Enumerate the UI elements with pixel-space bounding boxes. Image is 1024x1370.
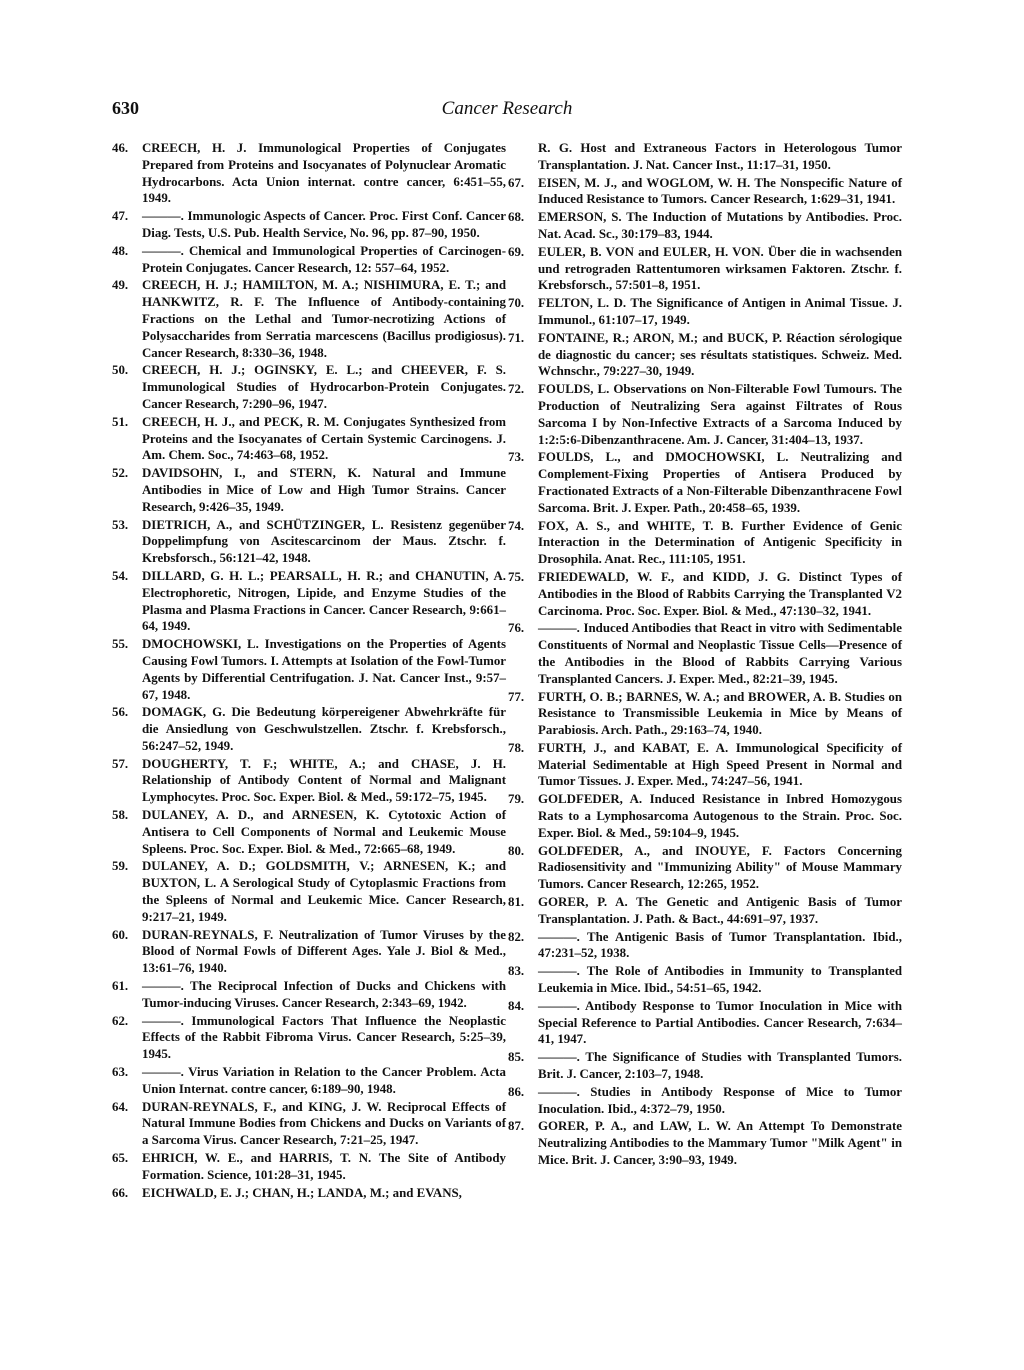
reference-item [112,978,506,1012]
reference-number: 76. [508,621,525,636]
reference-text: ———. Induced Antibodies that React in vitro with Sedimentable Constituents of Normal and Neoplastic Tissue Cells—Presence of the Antibodies in the Blood of Rabbits Carrying Various Transplanted Cancers. J. Exper. Med., 82:21–39, 1945. [538,621,902,686]
reference-number: 60. [112,927,129,942]
reference-number: 86. [508,1084,525,1099]
reference-item [508,689,902,739]
reference-text: GOLDFEDER, A. Induced Resistance in Inbred Homozygous Rats to a Lymphosarcoma Autogenous to the Strain. Proc. Soc. Exper. Biol. & Med., 59:104–9, 1945. [538,792,902,840]
reference-text: EULER, B. VON and EULER, H. VON. Über die in wachsenden und retrograden Rattentumoren wirksamen Faktoren. Ztschr. f. Krebsforsch., 57:501–8, 1951. [538,244,902,293]
reference-number: 74. [508,518,525,533]
reference-text: FOULDS, L. Observations on Non-Filterable Fowl Tumours. The Production of Neutralizing Sera against Filtrates of Rous Sarcoma I by Non-Infective Extracts of a Sarcoma Induced by 1:2:5:6-Dibenzanthracene. Am. J. Cancer, 31:404–13, 1937. [538,382,902,447]
reference-number: 72. [508,382,525,397]
reference-text: FOX, A. S., and WHITE, T. B. Further Evidence of Genic Interaction in the Determination of Antigenic Specificity in Drosophila. Anat. Rec., 111:105, 1951. [538,518,902,567]
reference-number: 58. [112,808,129,823]
reference-item [112,517,506,567]
reference-number: 56. [112,705,129,720]
reference-item [112,465,506,515]
reference-item [508,843,902,893]
reference-item [508,620,902,687]
reference-number: 57. [112,756,129,771]
reference-text: FELTON, L. D. The Significance of Antigen in Animal Tissue. J. Immunol., 61:107–17, 1949. [538,296,902,327]
reference-item [112,807,506,857]
reference-text: GORER, P. A., and LAW, L. W. An Attempt To Demonstrate Neutralizing Antibodies to the Mammary Tumor "Milk Agent" in Mice. Brit. J. Cancer, 3:90–93, 1949. [538,1119,902,1168]
reference-item [112,1064,506,1098]
left-column-references [112,140,506,1202]
reference-item [508,894,902,928]
reference-number: 65. [112,1151,129,1166]
reference-item [508,791,902,841]
reference-number: 83. [508,964,525,979]
reference-text: GORER, P. A. The Genetic and Antigenic Basis of Tumor Transplantation. J. Path. & Bact., 44:691–97, 1937. [538,895,902,926]
reference-number: 52. [112,466,129,481]
reference-text: ———. Chemical and Immunological Properties of Carcinogen-Protein Conjugates. Cancer Research, 12: 557–64, 1952. [142,243,506,275]
reference-item [112,858,506,925]
reference-number: 80. [508,843,525,858]
reference-number: 48. [112,243,129,258]
reference-text: ———. Immunologic Aspects of Cancer. Proc. First Conf. Cancer Diag. Tests, U.S. Pub. Health Service, No. 96, pp. 87–90, 1950. [142,209,506,240]
reference-text: FURTH, J., and KABAT, E. A. Immunological Specificity of Material Sedimentable at High Speed Present in Normal and Tumor Tissues. J. Exper. Med., 74:247–56, 1941. [538,740,902,789]
reference-item [508,1049,902,1083]
reference-text: CREECH, H. J.; HAMILTON, M. A.; NISHIMURA, E. T.; and HANKWITZ, R. F. The Influence of Antibody-containing Fractions on the Lethal and Tumor-necrotizing Actions of Polysaccharides from Serratia marcescens (Bacillus prodigiosus). Cancer Research, 8:330–36, 1948. [142,278,506,360]
reference-item [508,381,902,448]
reference-item [508,449,902,516]
reference-number: 64. [112,1099,129,1114]
reference-item [508,963,902,997]
reference-number: 63. [112,1065,129,1080]
reference-item [112,704,506,754]
reference-number: 82. [508,929,525,944]
reference-number: 73. [508,450,525,465]
reference-text: GOLDFEDER, A., and INOUYE, F. Factors Concerning Radiosensitivity and "Immunizing Ability" of Mouse Mammary Tumors. Cancer Research, 12:265, 1952. [538,843,902,892]
reference-item [508,209,902,243]
reference-number: 78. [508,740,525,755]
reference-number: 54. [112,568,129,583]
reference-number: 61. [112,979,129,994]
reference-text: DIETRICH, A., and SCHÜTZINGER, L. Resistenz gegenüber Doppelimpfung von Ascitescarcinom der Maus. Ztschr. f. Krebsforsch., 56:121–42, 1948. [142,517,506,566]
reference-item [508,518,902,568]
reference-item [112,140,506,207]
reference-number: 84. [508,998,525,1013]
reference-text: EICHWALD, E. J.; CHAN, H.; LANDA, M.; and EVANS, [142,1185,462,1200]
reference-text: DULANEY, A. D., and ARNESEN, K. Cytotoxic Action of Antisera to Cell Components of Normal and Leukemic Mouse Spleens. Proc. Soc. Exper. Biol. & Med., 72:665–68, 1949. [142,808,506,856]
reference-item [112,208,506,242]
reference-item [508,569,902,619]
reference-item [112,927,506,977]
reference-text: FONTAINE, R.; ARON, M.; and BUCK, P. Réaction sérologique de diagnostic du cancer; ses résultats statistiques. Schweiz. Med. Wchnschr., 79:227–30, 1949. [538,330,902,379]
reference-text: DURAN-REYNALS, F., and KING, J. W. Reciprocal Effects of Natural Immune Bodies from Chickens and Ducks on Variants of a Sarcoma Virus. Cancer Research, 7:21–25, 1947. [142,1099,506,1148]
reference-text: ———. The Significance of Studies with Transplanted Tumors. Brit. J. Cancer, 2:103–7, 1948. [538,1050,902,1082]
reference-number: 85. [508,1050,525,1065]
reference-text: EMERSON, S. The Induction of Mutations by Antibodies. Proc. Nat. Acad. Sc., 30:179–83, 1944. [538,210,902,241]
reference-text: ———. Virus Variation in Relation to the Cancer Problem. Acta Union Internat. contre cancer, 6:189–90, 1948. [142,1065,506,1096]
reference-item [508,295,902,329]
reference-text: ———. The Role of Antibodies in Immunity to Transplanted Leukemia in Mice. Ibid., 54:51–65, 1942. [538,964,902,996]
reference-number: 70. [508,296,525,311]
reference-text: DILLARD, G. H. L.; PEARSALL, H. R.; and CHANUTIN, A. Electrophoretic, Nitrogen, Lipide, and Enzyme Studies of the Plasma and Plasma Fractions in Cancer. Cancer Research, 9:661–64, 1949. [142,568,506,634]
reference-text: FOULDS, L., and DMOCHOWSKI, L. Neutralizing and Complement-Fixing Properties of Antisera Produced by Fractionated Extracts of a Non-Filterable Dibenzanthracene Fowl Sarcoma. Brit. J. Exper. Path., 20:458–65, 1939. [538,450,902,515]
reference-number: 75. [508,569,525,584]
reference-item [508,1084,902,1118]
reference-text: CREECH, H. J., and PECK, R. M. Conjugates Synthesized from Proteins and the Isocyanates of Certain Systemic Carcinogens. J. Am. Chem. Soc., 74:463–68, 1952. [142,414,506,463]
reference-item [508,244,902,294]
reference-number: 49. [112,278,129,293]
reference-item [112,414,506,464]
reference-item [508,740,902,790]
reference-item [112,568,506,635]
reference-item [508,929,902,963]
right-column-references [508,140,902,1170]
reference-item [112,1150,506,1184]
reference-text: CREECH, H. J.; OGINSKY, E. L.; and CHEEVER, F. S. Immunological Studies of Hydrocarbon-Protein Conjugates. Cancer Research, 7:290–96, 1947. [142,363,506,411]
reference-item [508,175,902,209]
reference-text: DURAN-REYNALS, F. Neutralization of Tumor Viruses by the Blood of Normal Fowls of Different Ages. Yale J. Biol & Med., 13:61–76, 1940. [142,927,506,976]
reference-number: 68. [508,210,525,225]
reference-text: ———. The Antigenic Basis of Tumor Transplantation. Ibid., 47:231–52, 1938. [538,929,902,961]
reference-text: DOMAGK, G. Die Bedeutung körpereigener Abwehrkräfte für die Ansiedlung von Geschwulstzellen. Ztschr. f. Krebsforsch., 56:247–52, 1949. [142,705,506,753]
reference-number: 67. [508,175,525,190]
reference-number: 46. [112,141,129,155]
reference-item [112,243,506,277]
reference-item [508,1118,902,1168]
reference-number: 50. [112,363,129,378]
reference-text: DMOCHOWSKI, L. Investigations on the Properties of Agents Causing Fowl Tumors. I. Attempts at Isolation of the Fowl-Tumor Agents by Differential Centrifugation. J. Nat. Cancer Inst., 9:57–67, 1948. [142,637,506,702]
journal-title: Cancer Research [441,98,573,119]
reference-text: DULANEY, A. D.; GOLDSMITH, V.; ARNESEN, K.; and BUXTON, L. A Serological Study of Cytoplasmic Fractions from the Spleens of Normal and Leukemic Mice. Cancer Research, 9:217–21, 1949. [142,859,506,924]
reference-number: 55. [112,637,129,652]
reference-text: ———. Immunological Factors That Influence the Neoplastic Effects of the Rabbit Fibroma Virus. Cancer Research, 5:25–39, 1945. [142,1013,506,1062]
reference-number: 69. [508,244,525,259]
reference-number: 47. [112,209,129,224]
reference-text: DOUGHERTY, T. F.; WHITE, A.; and CHASE, J. H. Relationship of Antibody Content of Normal and Malignant Lymphocytes. Proc. Soc. Exper. Biol. & Med., 59:172–75, 1945. [142,756,506,805]
reference-number: 77. [508,689,525,704]
reference-text: FRIEDEWALD, W. F., and KIDD, J. G. Distinct Types of Antibodies in the Blood of Rabbits Carrying the Transplanted V2 Carcinoma. Proc. Soc. Exper. Biol. & Med., 47:130–32, 1941. [538,569,902,618]
reference-number: 81. [508,895,525,910]
reference-item [508,330,902,380]
reference-item [112,1185,506,1202]
reference-text: ———. The Reciprocal Infection of Ducks and Chickens with Tumor-inducing Viruses. Cancer Research, 2:343–69, 1942. [142,979,506,1010]
reference-text: EHRICH, W. E., and HARRIS, T. N. The Site of Antibody Formation. Science, 101:28–31, 1945. [142,1151,506,1182]
reference-text: EISEN, M. J., and WOGLOM, W. H. The Nonspecific Nature of Induced Resistance to Tumors. Cancer Research, 1:629–31, 1941. [538,175,902,207]
reference-number: 79. [508,792,525,807]
reference-number: 59. [112,859,129,874]
reference-number: 51. [112,414,129,429]
reference-item [112,1013,506,1063]
reference-item [112,277,506,361]
reference-item [112,636,506,703]
reference-item [112,756,506,806]
reference-item [508,140,902,174]
reference-text: ———. Studies in Antibody Response of Mice to Tumor Inoculation. Ibid., 4:372–79, 1950. [538,1084,902,1116]
page-number: 630 [112,98,139,118]
reference-text: FURTH, O. B.; BARNES, W. A.; and BROWER, A. B. Studies on Resistance to Transmissible Leukemia in Mice by Means of Parabiosis. Arch. Path., 29:163–74, 1940. [538,689,902,738]
reference-text: ———. Antibody Response to Tumor Inoculation in Mice with Special Reference to Partial Antibodies. Cancer Research, 7:634–41, 1947. [538,998,902,1047]
reference-number: 66. [112,1185,129,1200]
reference-number: 87. [508,1119,525,1134]
reference-item [112,362,506,412]
reference-item [112,1099,506,1149]
reference-text: DAVIDSOHN, I., and STERN, K. Natural and Immune Antibodies in Mice of Low and High Tumor Strains. Cancer Research, 9:426–35, 1949. [142,466,506,514]
reference-item [508,998,902,1048]
reference-text: R. G. Host and Extraneous Factors in Heterologous Tumor Transplantation. J. Nat. Cancer Inst., 11:17–31, 1950. [538,141,902,172]
reference-number: 62. [112,1013,129,1028]
reference-number: 53. [112,517,129,532]
page-header [112,98,902,124]
reference-number: 71. [508,330,525,345]
reference-text: CREECH, H. J. Immunological Properties of Conjugates Prepared from Proteins and Isocyanates of Polynuclear Aromatic Hydrocarbons. Acta Union internat. contre cancer, 6:451–55, 1949. [142,141,506,206]
